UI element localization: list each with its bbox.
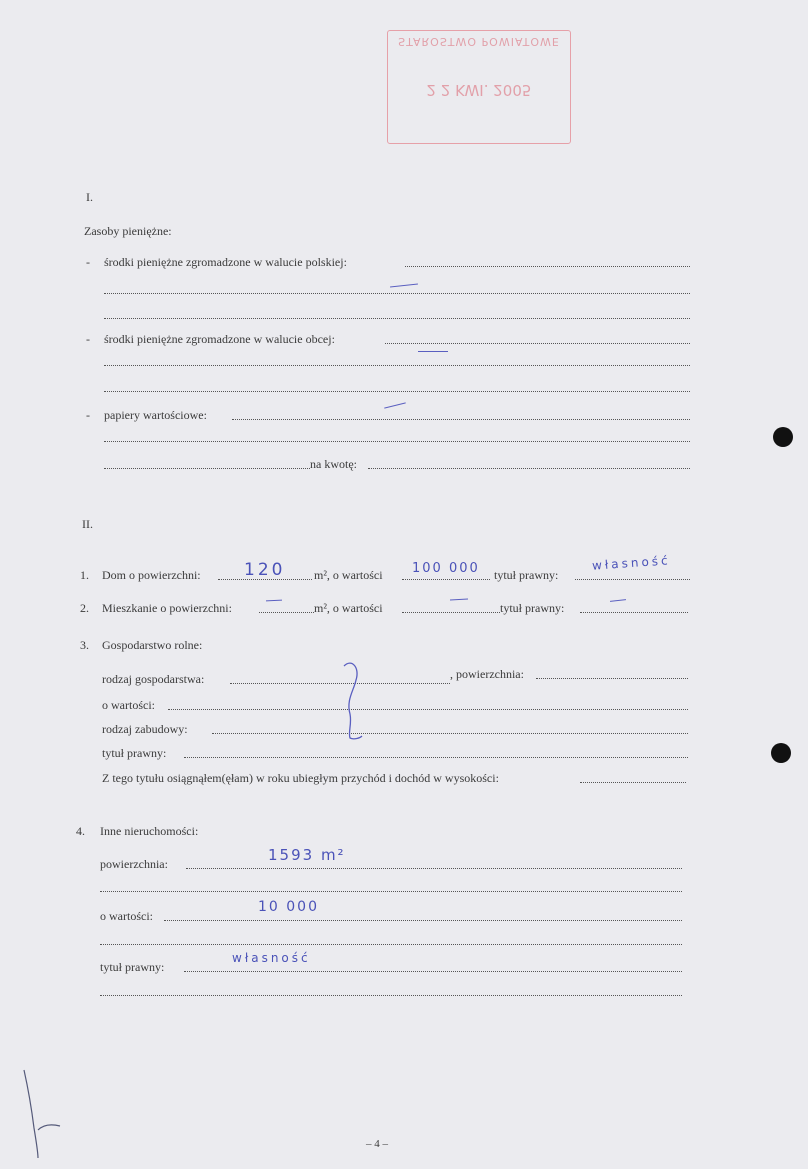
other-area-field-line-2[interactable] bbox=[100, 891, 682, 892]
stamp-line-1: STAROSTWO POWIATOWE bbox=[398, 35, 560, 48]
other-title-value: własność bbox=[232, 951, 311, 965]
foreign-funds-field[interactable] bbox=[385, 343, 690, 344]
other-value-label: o wartości: bbox=[100, 909, 153, 923]
section-1-number: I. bbox=[86, 190, 93, 204]
flat-title-label: tytuł prawny: bbox=[500, 601, 565, 615]
foreign-funds-label: środki pieniężne zgromadzone w walucie obcej: bbox=[104, 332, 335, 346]
pln-funds-field-line-3[interactable] bbox=[104, 318, 690, 319]
securities-label: papiery wartościowe: bbox=[104, 408, 207, 422]
house-item-number: 1. bbox=[80, 568, 89, 582]
punch-hole-bottom bbox=[771, 743, 791, 763]
house-title-label: tytuł prawny: bbox=[494, 568, 559, 582]
signature-mark bbox=[18, 1068, 68, 1160]
other-title-field[interactable] bbox=[184, 971, 682, 972]
farm-item-number: 3. bbox=[80, 638, 89, 652]
flat-item-number: 2. bbox=[80, 601, 89, 615]
securities-amount-field[interactable] bbox=[368, 468, 690, 469]
other-title-label: tytuł prawny: bbox=[100, 960, 165, 974]
foreign-funds-field-line-3[interactable] bbox=[104, 391, 690, 392]
foreign-funds-field-line-2[interactable] bbox=[104, 365, 690, 366]
bullet: - bbox=[86, 408, 90, 422]
other-label: Inne nieruchomości: bbox=[100, 824, 199, 838]
pln-funds-field-line-2[interactable] bbox=[104, 293, 690, 294]
handwritten-dash bbox=[384, 402, 406, 408]
other-area-label: powierzchnia: bbox=[100, 857, 168, 871]
stamp-date: 2 2 KWI. 2005 bbox=[426, 81, 532, 99]
house-title-field[interactable] bbox=[575, 579, 690, 580]
handwritten-strike-mark bbox=[336, 660, 376, 744]
house-area-label: Dom o powierzchni: bbox=[102, 568, 201, 582]
house-value: 100 000 bbox=[412, 561, 480, 576]
other-value-field[interactable] bbox=[164, 920, 682, 921]
page-number: – 4 – bbox=[366, 1138, 388, 1150]
pln-funds-field[interactable] bbox=[405, 266, 690, 267]
farm-label: Gospodarstwo rolne: bbox=[102, 638, 203, 652]
farm-income-field[interactable] bbox=[580, 782, 686, 783]
other-area-value: 1593 m² bbox=[268, 846, 346, 864]
flat-value-field[interactable] bbox=[402, 612, 500, 613]
house-value-label: m², o wartości bbox=[314, 568, 383, 582]
farm-title-label: tytuł prawny: bbox=[102, 746, 167, 760]
farm-type-label: rodzaj gospodarstwa: bbox=[102, 672, 205, 686]
handwritten-dash bbox=[418, 351, 448, 352]
section-1-heading: Zasoby pieniężne: bbox=[84, 224, 172, 238]
securities-field-line-2[interactable] bbox=[104, 441, 690, 442]
farm-area-label: , powierzchnia: bbox=[450, 667, 524, 681]
farm-buildings-label: rodzaj zabudowy: bbox=[102, 722, 188, 736]
bullet: - bbox=[86, 255, 90, 269]
house-area-value: 120 bbox=[244, 560, 286, 580]
securities-description-field[interactable] bbox=[104, 468, 310, 469]
securities-field[interactable] bbox=[232, 419, 690, 420]
other-area-field[interactable] bbox=[186, 868, 682, 869]
farm-title-field[interactable] bbox=[184, 757, 688, 758]
farm-buildings-field[interactable] bbox=[212, 733, 688, 734]
farm-value-label: o wartości: bbox=[102, 698, 155, 712]
flat-area-label: Mieszkanie o powierzchni: bbox=[102, 601, 232, 615]
flat-area-field[interactable] bbox=[259, 612, 314, 613]
flat-title-field[interactable] bbox=[580, 612, 688, 613]
other-value-field-line-2[interactable] bbox=[100, 944, 682, 945]
securities-amount-label: na kwotę: bbox=[310, 457, 357, 471]
farm-income-label: Z tego tytułu osiągnąłem(ęłam) w roku ubiegłym przychód i dochód w wysokości: bbox=[102, 771, 499, 785]
section-2-number: II. bbox=[82, 517, 93, 531]
handwritten-dash bbox=[390, 284, 418, 288]
farm-value-field[interactable] bbox=[168, 709, 688, 710]
handwritten-dash bbox=[610, 599, 626, 602]
handwritten-dash bbox=[450, 599, 468, 601]
pln-funds-label: środki pieniężne zgromadzone w walucie polskiej: bbox=[104, 255, 347, 269]
other-title-field-line-2[interactable] bbox=[100, 995, 682, 996]
house-value-field[interactable] bbox=[402, 579, 490, 580]
other-value: 10 000 bbox=[258, 899, 319, 915]
handwritten-dash bbox=[266, 600, 282, 602]
flat-value-label: m², o wartości bbox=[314, 601, 383, 615]
punch-hole-top bbox=[773, 427, 793, 447]
office-stamp bbox=[387, 30, 571, 144]
house-title-value: własność bbox=[591, 553, 672, 573]
other-item-number: 4. bbox=[76, 824, 85, 838]
bullet: - bbox=[86, 332, 90, 346]
farm-area-field[interactable] bbox=[536, 678, 688, 679]
